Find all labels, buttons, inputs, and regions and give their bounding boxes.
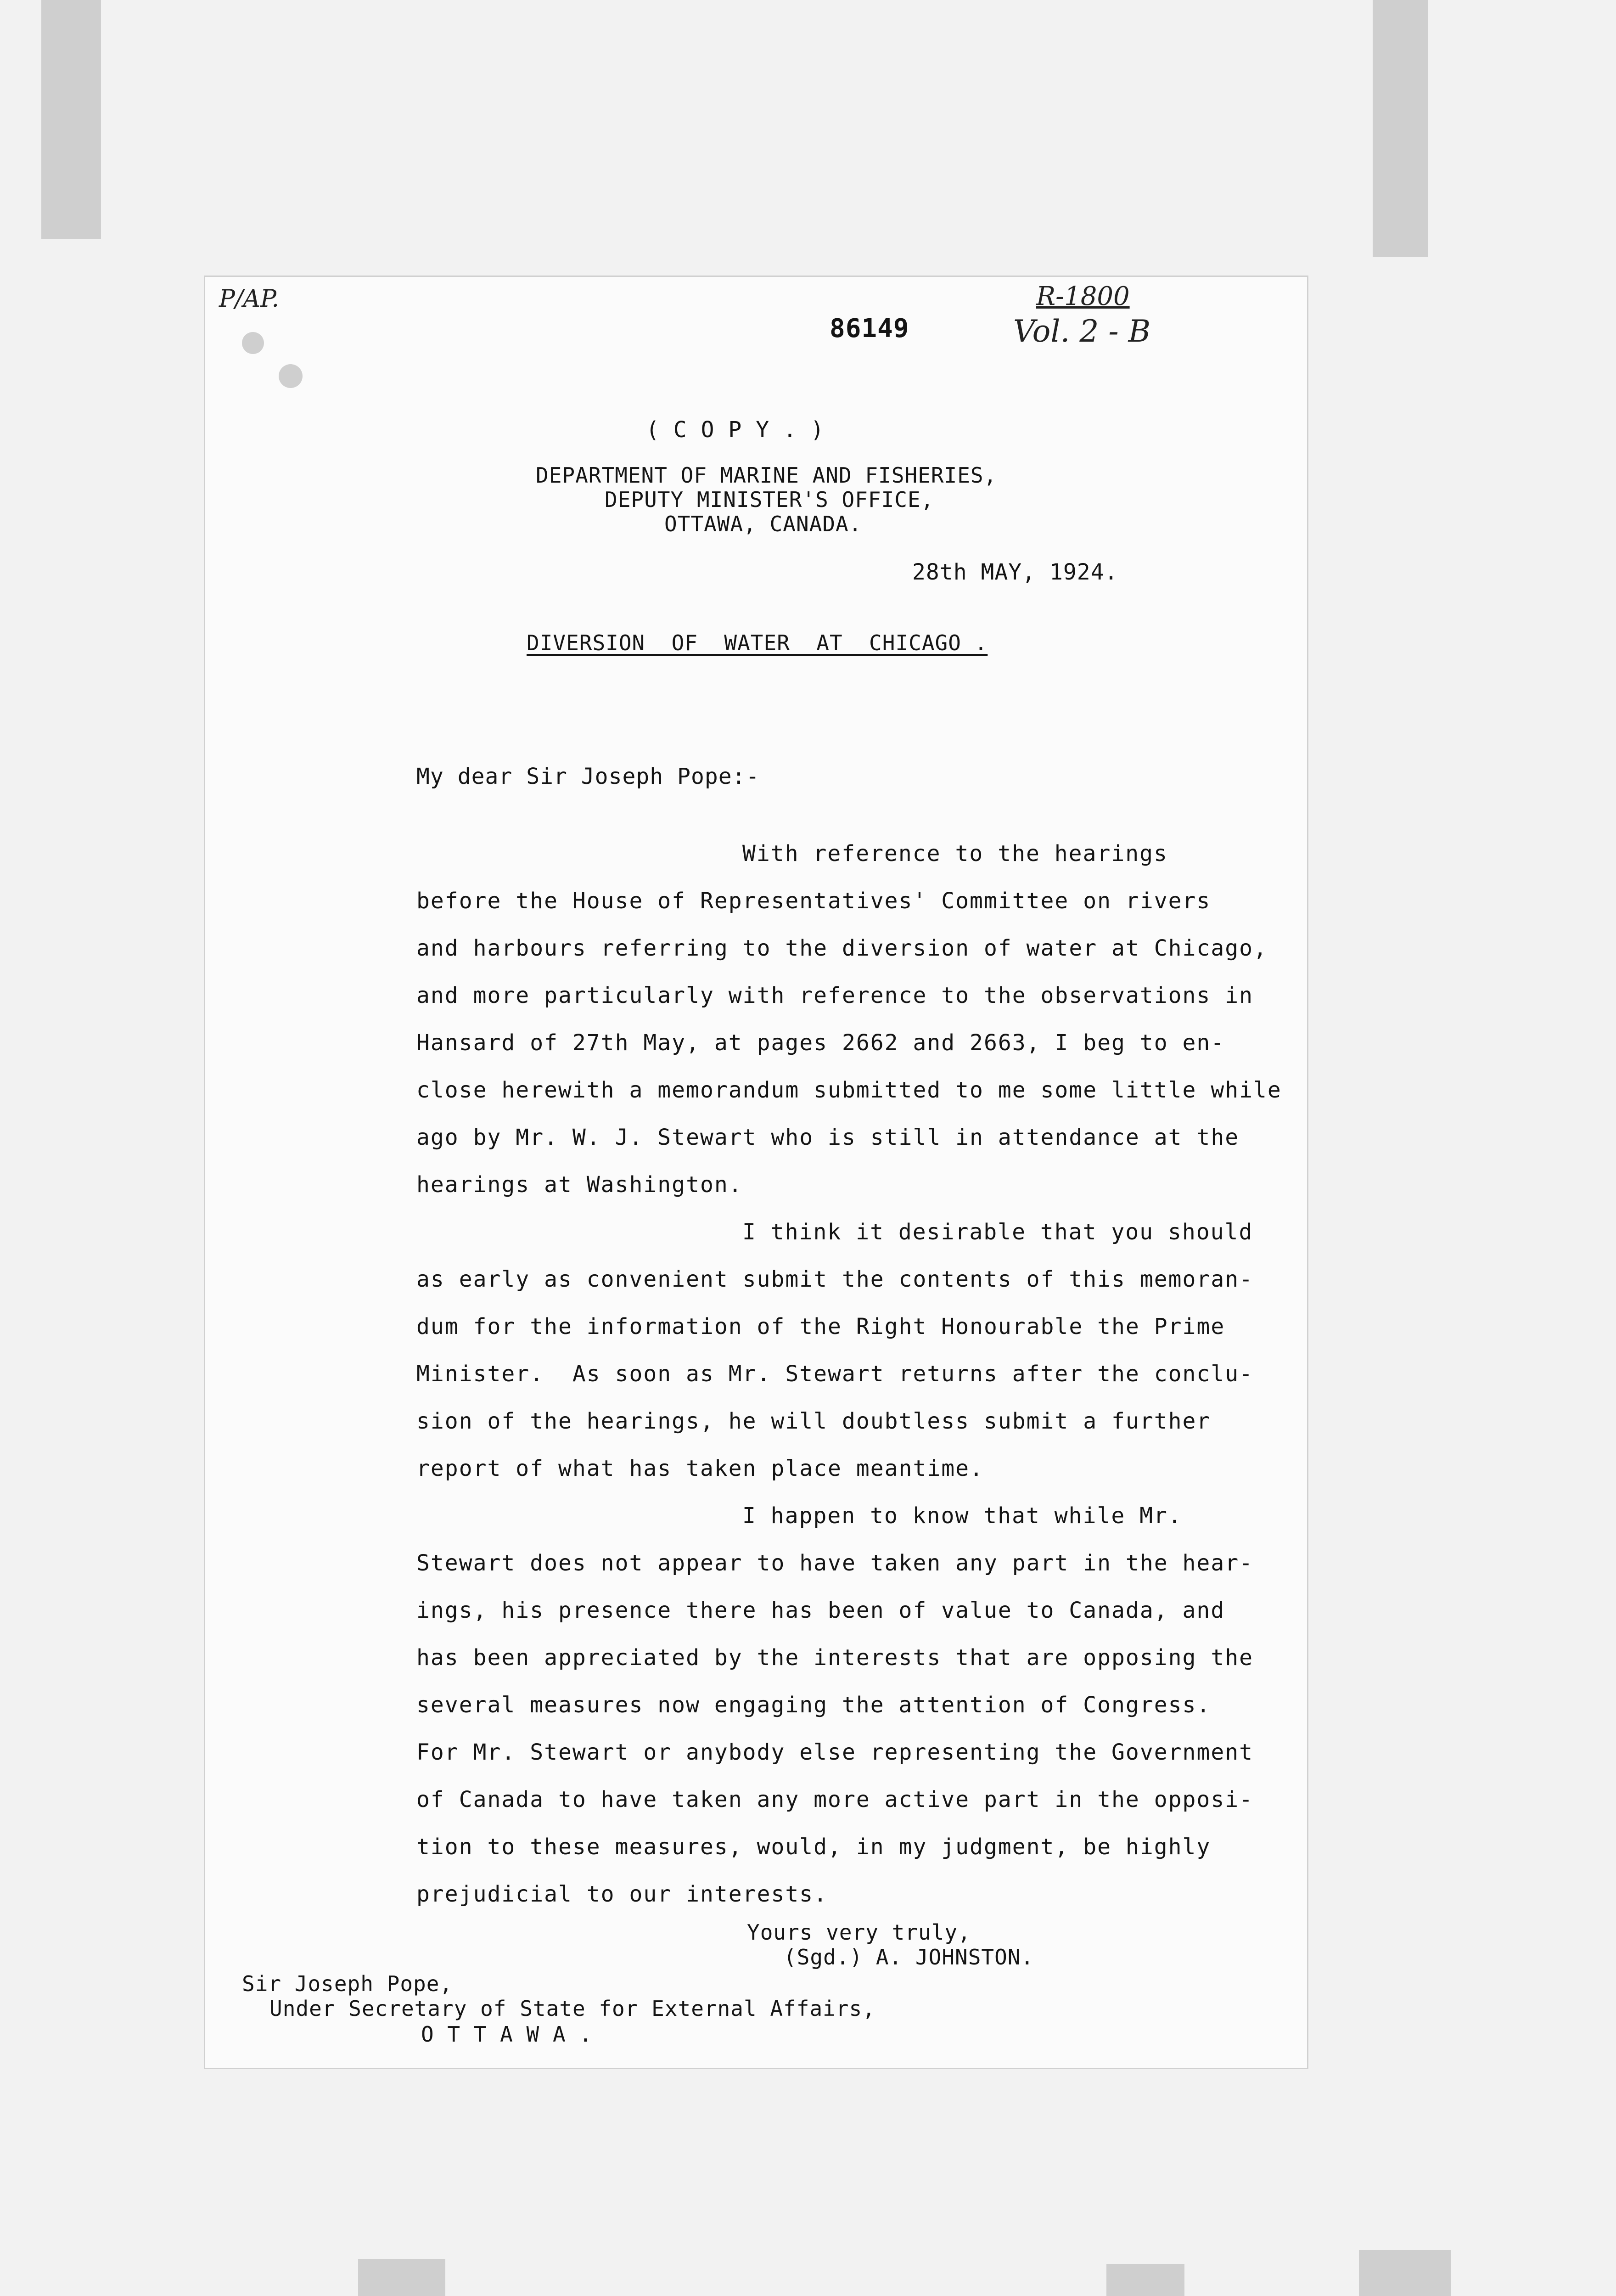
department-line: DEPARTMENT OF MARINE AND FISHERIES, — [536, 463, 997, 488]
body-line: sion of the hearings, he will doubtless submit a further — [416, 1408, 1211, 1434]
office-line: DEPUTY MINISTER'S OFFICE, — [605, 487, 934, 512]
body-line: tion to these measures, would, in my judgment, be highly — [416, 1834, 1211, 1860]
body-line: With reference to the hearings — [742, 841, 1168, 867]
body-line: dum for the information of the Right Honourable the Prime — [416, 1314, 1225, 1339]
location-line: OTTAWA, CANADA. — [664, 512, 862, 536]
body-line: of Canada to have taken any more active part in the opposi- — [416, 1787, 1254, 1812]
addressee-title: Under Secretary of State for External Affairs, — [269, 1996, 875, 2021]
body-line: has been appreciated by the interests that are opposing the — [416, 1645, 1254, 1671]
body-line: prejudicial to our interests. — [416, 1881, 828, 1907]
body-line: ago by Mr. W. J. Stewart who is still in attendance at the — [416, 1125, 1240, 1150]
punch-hole — [242, 332, 264, 354]
tape-strip — [358, 2259, 445, 2296]
closing-line: Yours very truly, — [747, 1920, 971, 1945]
body-line: close herewith a memorandum submitted to me some little while — [416, 1077, 1282, 1103]
body-line: hearings at Washington. — [416, 1172, 743, 1198]
subject-line: DIVERSION OF WATER AT CHICAGO . — [527, 630, 988, 655]
tape-strip — [41, 0, 101, 239]
margin-note-right-top: R-1800 — [1036, 281, 1130, 311]
body-line: and harbours referring to the diversion of water at Chicago, — [416, 935, 1268, 961]
body-line: Minister. As soon as Mr. Stewart returns after the conclu- — [416, 1361, 1254, 1387]
salutation: My dear Sir Joseph Pope:- — [416, 764, 760, 789]
copy-label: ( C O P Y . ) — [646, 417, 825, 443]
margin-note-left: P/AP. — [219, 285, 280, 313]
addressee-name: Sir Joseph Pope, — [242, 1971, 453, 1996]
body-line: several measures now engaging the attention of Congress. — [416, 1692, 1211, 1718]
addressee-city: O T T A W A . — [421, 2022, 593, 2047]
letter-page — [204, 276, 1308, 2069]
body-line: before the House of Representatives' Committee on rivers — [416, 888, 1211, 914]
signature-line: (Sgd.) A. JOHNSTON. — [784, 1945, 1034, 1970]
body-line: and more particularly with reference to the observations in — [416, 983, 1254, 1008]
letter-date: 28th MAY, 1924. — [912, 559, 1118, 585]
body-line: Hansard of 27th May, at pages 2662 and 2663, I beg to en- — [416, 1030, 1225, 1056]
body-line: For Mr. Stewart or anybody else representing the Government — [416, 1739, 1254, 1765]
body-line: report of what has taken place meantime. — [416, 1456, 984, 1481]
tape-strip — [1373, 0, 1428, 257]
body-line: I happen to know that while Mr. — [742, 1503, 1182, 1529]
body-line: I think it desirable that you should — [742, 1219, 1253, 1245]
tape-strip — [1106, 2264, 1184, 2296]
punch-hole — [279, 364, 303, 388]
document-number: 86149 — [830, 314, 909, 343]
body-line: as early as convenient submit the contents of this memoran- — [416, 1266, 1254, 1292]
tape-strip — [1359, 2250, 1451, 2296]
body-line: Stewart does not appear to have taken any part in the hear- — [416, 1550, 1254, 1576]
body-line: ings, his presence there has been of value to Canada, and — [416, 1598, 1225, 1623]
margin-note-right-bottom: Vol. 2 - B — [1013, 314, 1151, 349]
